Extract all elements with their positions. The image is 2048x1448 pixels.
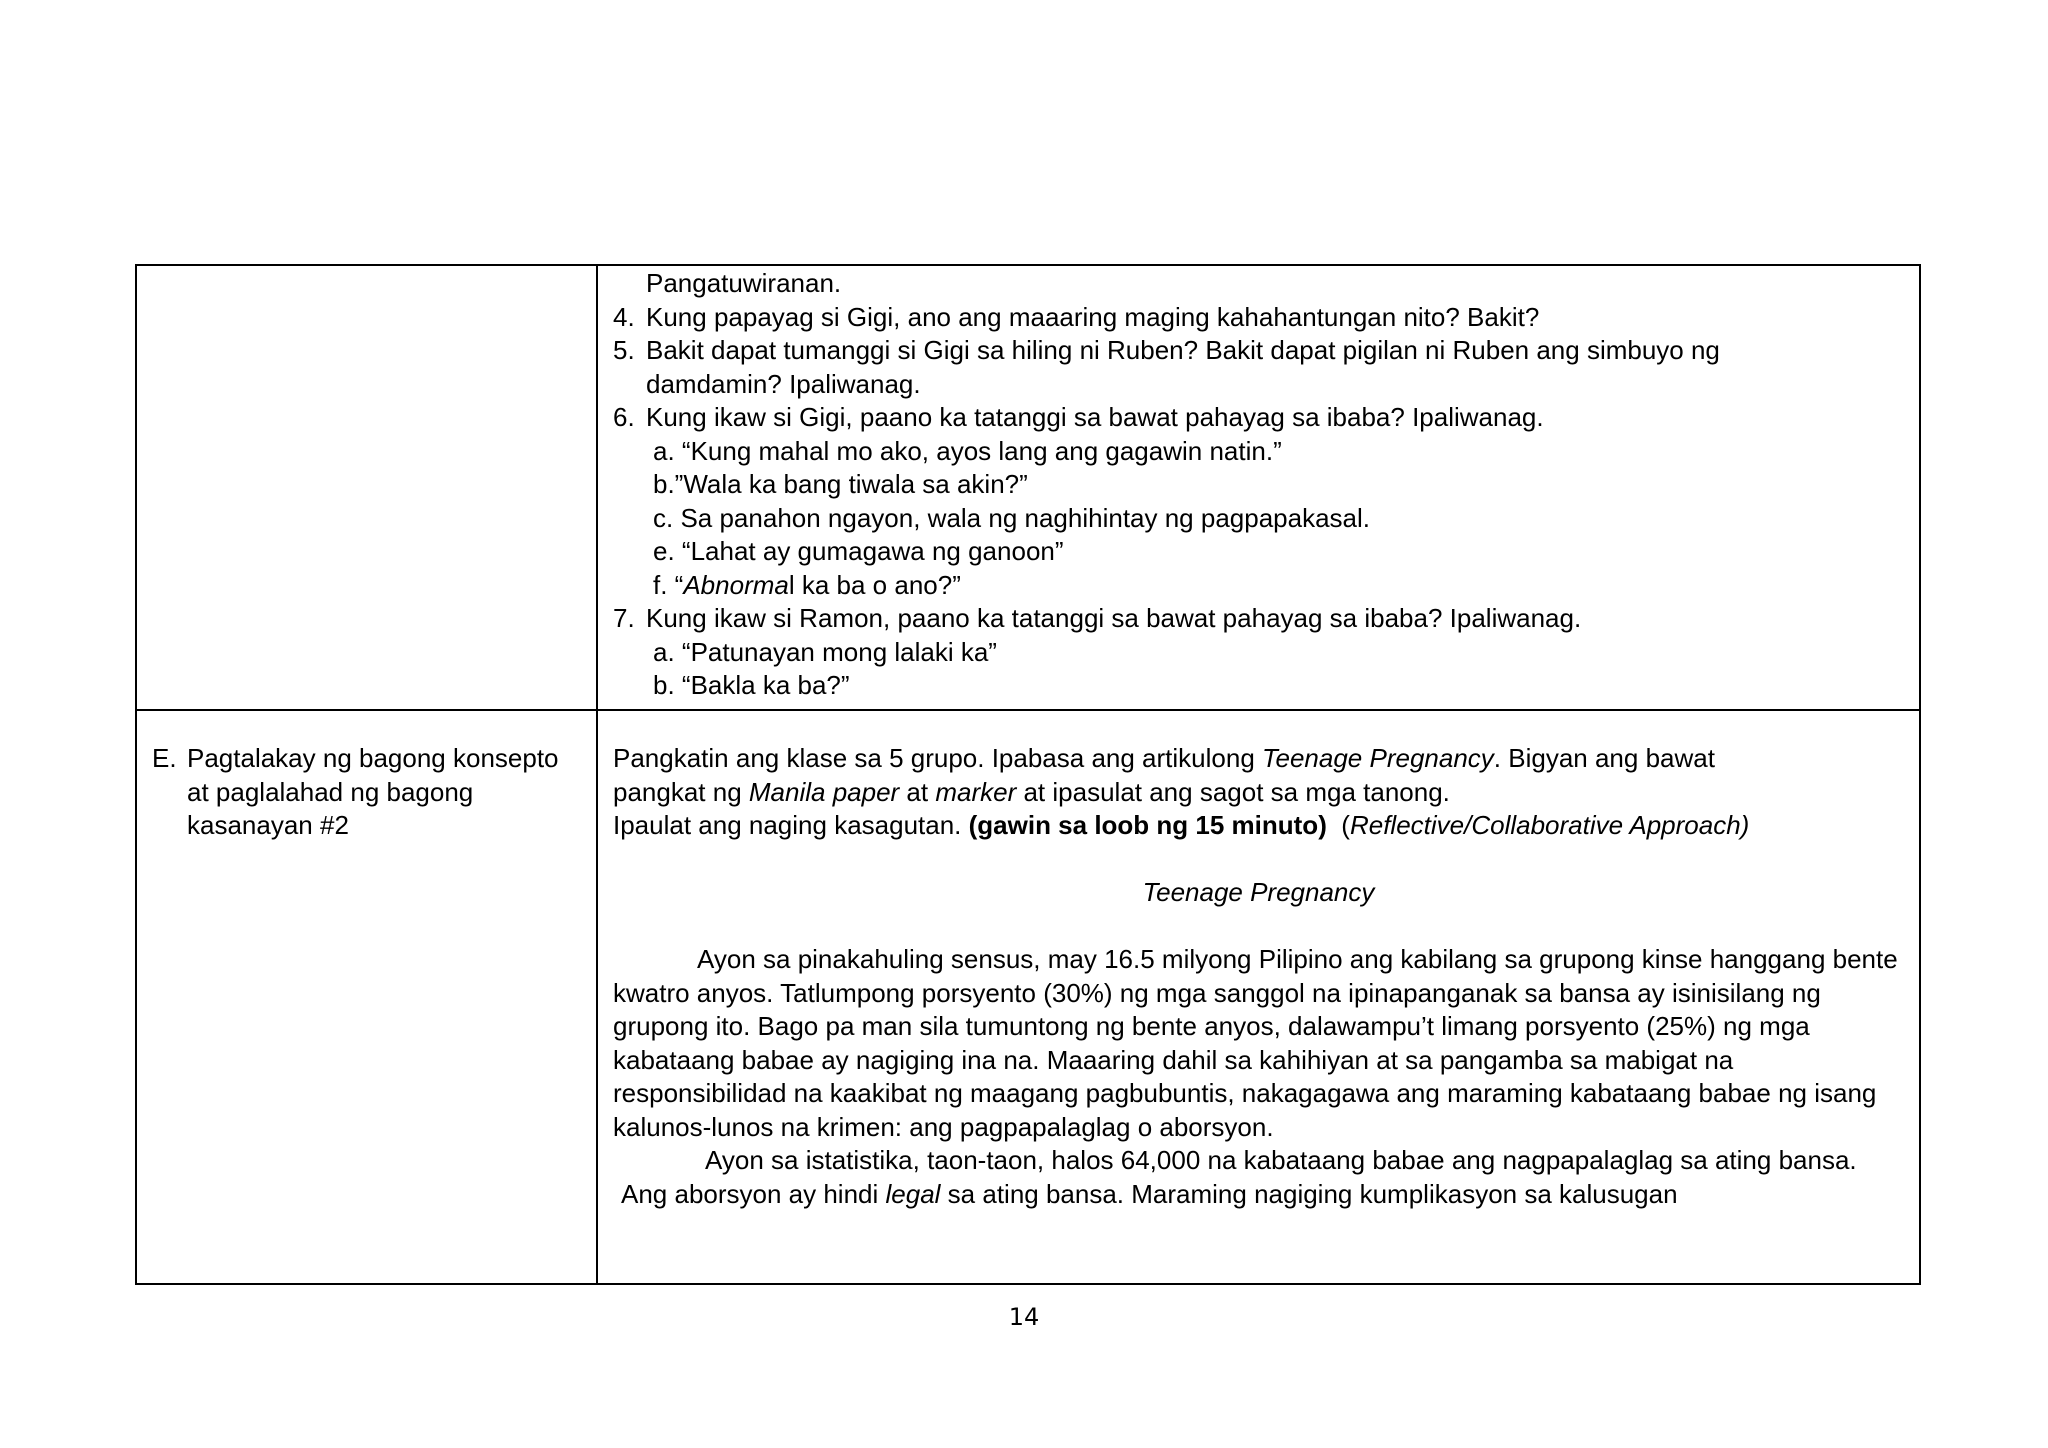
question-text-line: Bakit dapat tumanggi si Gigi sa hiling ni Ruben? Bakit dapat pigilan ni Ruben ang simbuyo ng (646, 335, 1720, 365)
section-letter: E. (152, 743, 177, 773)
question-number: 6. (613, 402, 635, 432)
italic-text-run: legal (885, 1178, 941, 1209)
text-run: Ayon sa istatistika, taon-taon, halos 64,000 na kabataang babae ang nagpapalaglag sa ating bansa. Ang aborsyon ay hindi (621, 1145, 1857, 1209)
italic-text-run: marker (935, 776, 1017, 807)
question-7 (613, 602, 1919, 636)
text-run: Pangkatin ang klase sa 5 grupo. Ipabasa ang artikulong (613, 743, 1263, 773)
question-text (646, 334, 1720, 401)
italic-text-run: Reflective/Collaborative Approach) (1349, 810, 1750, 840)
lesson-plan-table (135, 264, 1921, 1285)
text-run: at (899, 776, 936, 807)
table-row (136, 265, 1920, 710)
list-item: a. “Patunayan mong lalaki ka” (653, 636, 997, 667)
question-text-line: damdamin? Ipaliwanag. (646, 368, 921, 399)
question-4 (613, 301, 1919, 335)
row2-right-cell (597, 710, 1920, 1284)
section-title: Pagtalakay ng bagong konsepto at paglalahad ng bagong kasanayan #2 (187, 743, 559, 840)
continuation-text: Pangatuwiranan. (646, 268, 842, 298)
question-text: Kung ikaw si Ramon, paano ka tatanggi sa bawat pahayag sa ibaba? Ipaliwanag. (646, 603, 1582, 633)
list-item: b.”Wala ka bang tiwala sa akin?” (653, 469, 1028, 499)
text-run: Ipaulat ang naging kasagutan. (613, 810, 969, 840)
page-number: 14 (1008, 1303, 1040, 1331)
question-text: Kung papayag si Gigi, ano ang maaaring maging kahahantungan nito? Bakit? (646, 301, 1540, 332)
italic-text-run: Teenage Pregnancy (1262, 743, 1494, 773)
bold-text-run: (gawin sa loob ng 15 minuto) (968, 810, 1327, 840)
section-label (152, 742, 586, 843)
article-paragraph (613, 1144, 1904, 1211)
text-run: at ipasulat ang sagot sa mga tanong. (1016, 776, 1450, 807)
instruction-line (613, 742, 1904, 776)
text-run: f. “ (653, 569, 684, 600)
list-item: e. “Lahat ay gumagawa ng ganoon” (653, 536, 1064, 566)
row1-right-cell (597, 265, 1920, 710)
table-row (136, 710, 1920, 1284)
text-run: pangkat ng (613, 776, 749, 807)
question-5 (613, 334, 1919, 401)
list-item (613, 569, 1919, 603)
list-item: a. “Kung mahal mo ako, ayos lang ang gagawin natin.” (653, 435, 1282, 466)
list-item: b. “Bakla ka ba?” (653, 670, 850, 700)
article-title: Teenage Pregnancy (1142, 877, 1375, 907)
instruction-line (613, 809, 1904, 843)
article-paragraph: Ayon sa pinakahuling sensus, may 16.5 milyong Pilipino ang kabilang sa grupong kinse hanggang bente kwatro anyos. Tatlumpong porsyento (30%) ng mga sanggol na ipinapanganak sa bansa ay isinisilang ng grupong ito. Bago pa man sila tumuntong ng bente anyos, dalawampu’t limang porsyento (25%) ng mga kabataang babae ay nagiging ina na. Maaaring dahil sa kahihiyan at sa pangamba sa mabigat na responsibilidad na kaakibat ng maagang pagbubuntis, nakagagawa ang maraming kabataang babae ng isang kalunos-lunos na krimen: ang pagpapalaglag o aborsyon. (613, 944, 1898, 1142)
row2-left-cell (136, 710, 597, 1284)
question-number: 5. (613, 335, 635, 365)
italic-text-run: Manila paper (748, 776, 900, 807)
text-run: . Bigyan ang bawat (1493, 743, 1715, 773)
question-6 (613, 401, 1919, 435)
question-number: 4. (613, 301, 635, 332)
text-run: ( (1326, 810, 1350, 840)
question-text: Kung ikaw si Gigi, paano ka tatanggi sa bawat pahayag sa ibaba? Ipaliwanag. (646, 402, 1544, 432)
list-item: c. Sa panahon ngayon, wala ng naghihintay ng pagpapakasal. (653, 502, 1371, 533)
italic-text-run: Abnorma (683, 569, 789, 600)
row1-left-cell (136, 265, 597, 710)
text-run: sa ating bansa. Maraming nagiging kumplikasyon sa kalusugan (940, 1178, 1678, 1209)
text-run: l ka ba o ano?” (788, 569, 961, 600)
question-number: 7. (613, 603, 635, 633)
instruction-line (613, 776, 1904, 810)
